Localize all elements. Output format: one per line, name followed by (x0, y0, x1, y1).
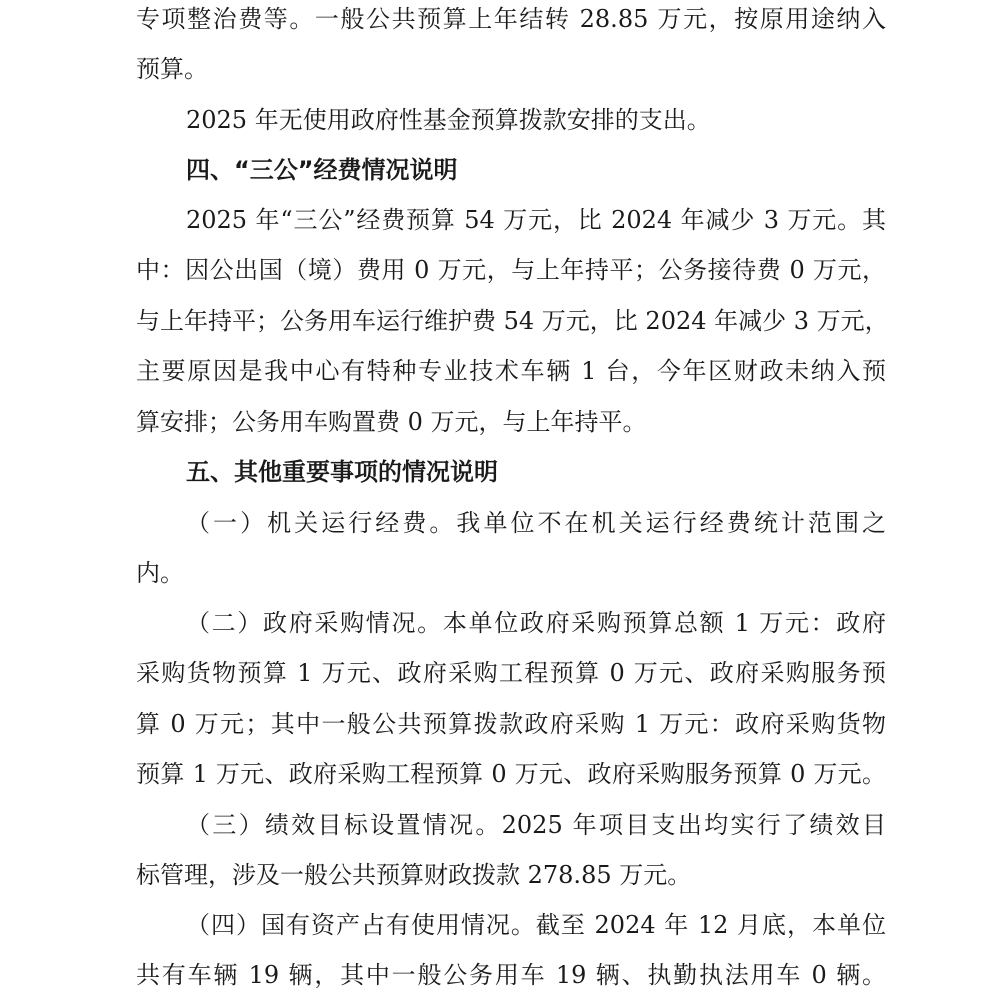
paragraph-line: 采购货物预算 1 万元、政府采购工程预算 0 万元、政府采购服务预 (136, 659, 886, 687)
paragraph-line: 2025 年“三公”经费预算 54 万元，比 2024 年减少 3 万元。其 (186, 206, 886, 234)
paragraph-line: （一）机关运行经费。我单位不在机关运行经费统计范围之 (186, 509, 886, 537)
paragraph-line: （三）绩效目标设置情况。2025 年项目支出均实行了绩效目 (186, 811, 886, 839)
paragraph-line: 算 0 万元；其中一般公共预算拨款政府采购 1 万元：政府采购货物 (136, 710, 886, 738)
paragraph-line: 标管理，涉及一般公共预算财政拨款 278.85 万元。 (136, 861, 692, 889)
section-heading: 四、“三公”经费情况说明 (186, 156, 458, 184)
paragraph-line: 内。 (136, 559, 184, 587)
paragraph-line: 预算 1 万元、政府采购工程预算 0 万元、政府采购服务预算 0 万元。 (136, 760, 886, 788)
paragraph-line: 预算。 (136, 55, 208, 83)
paragraph-line: 算安排；公务用车购置费 0 万元，与上年持平。 (136, 408, 647, 436)
paragraph-line: 与上年持平；公务用车运行维护费 54 万元，比 2024 年减少 3 万元， (136, 307, 889, 335)
paragraph-line: 主要原因是我中心有特种专业技术车辆 1 台，今年区财政未纳入预 (136, 357, 886, 385)
paragraph-line: （四）国有资产占有使用情况。截至 2024 年 12 月底，本单位 (186, 911, 886, 939)
paragraph-line: （二）政府采购情况。本单位政府采购预算总额 1 万元：政府 (186, 609, 886, 637)
paragraph-line: 2025 年无使用政府性基金预算拨款安排的支出。 (186, 106, 711, 134)
paragraph-line: 专项整治费等。一般公共预算上年结转 28.85 万元，按原用途纳入 (136, 5, 886, 33)
paragraph-line: 中：因公出国（境）费用 0 万元，与上年持平；公务接待费 0 万元， (136, 256, 886, 284)
section-heading: 五、其他重要事项的情况说明 (186, 458, 498, 486)
paragraph-line: 共有车辆 19 辆，其中一般公务用车 19 辆、执勤执法用车 0 辆。 (136, 961, 886, 989)
